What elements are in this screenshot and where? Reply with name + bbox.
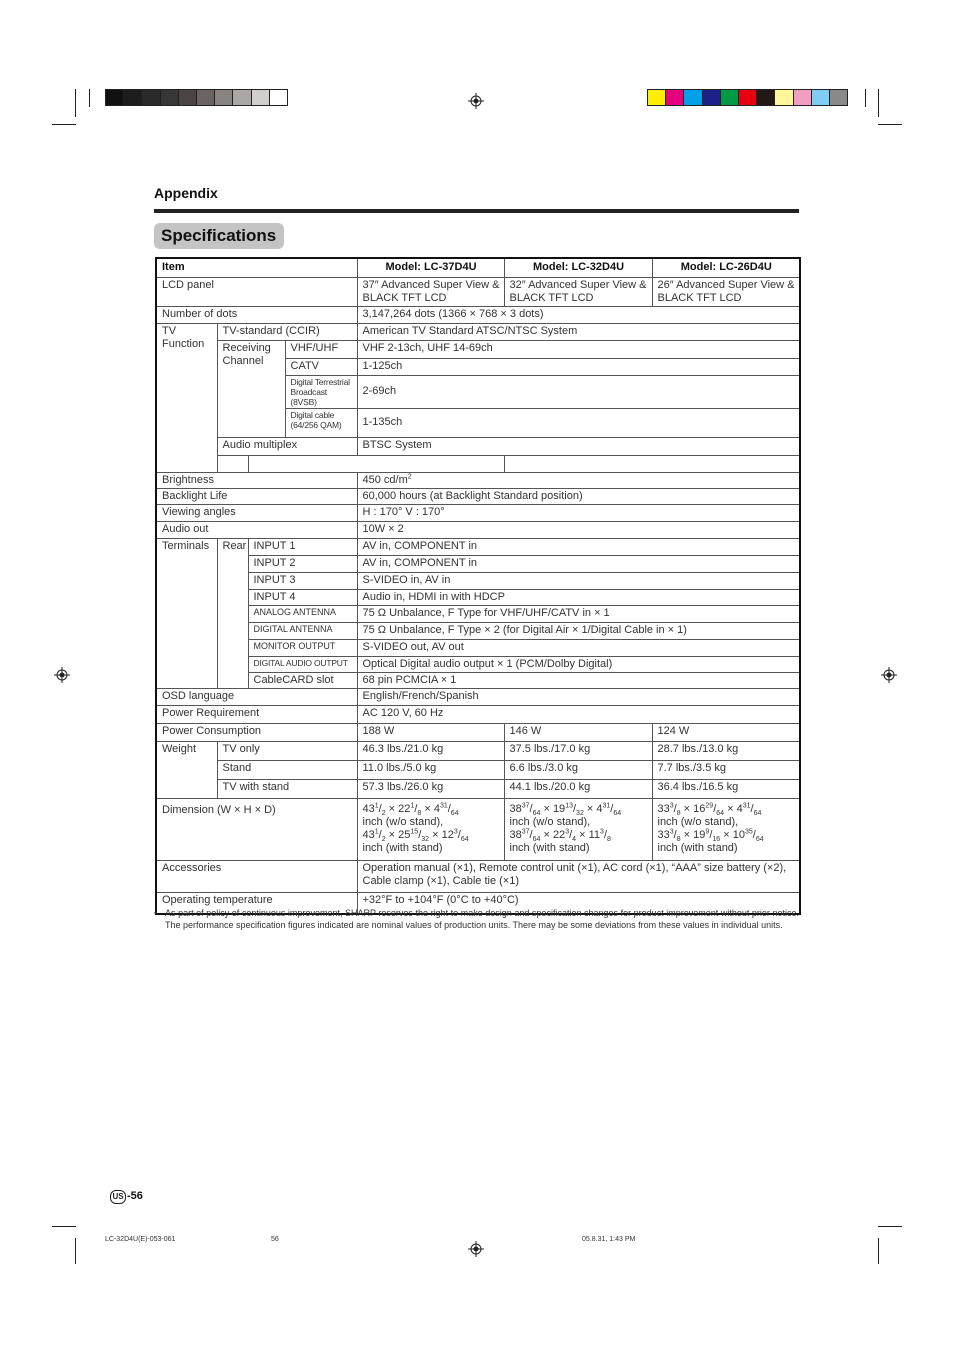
cell-value: 37″ Advanced Super View & BLACK TFT LCD xyxy=(357,277,504,306)
row-label: Brightness xyxy=(156,472,357,488)
heading-rule xyxy=(154,209,799,213)
color-swatch xyxy=(683,89,702,106)
table-row xyxy=(156,672,800,688)
dimension-note: inch (with stand) xyxy=(362,841,443,854)
cell-value: Audio in, HDMI in with HDCP xyxy=(357,589,800,605)
cell-value: 28.7 lbs./13.0 kg xyxy=(652,741,800,760)
row-label: Weight xyxy=(156,741,217,798)
cell-value: AV in, COMPONENT in xyxy=(357,555,800,572)
color-swatch xyxy=(160,89,179,106)
crop-mark xyxy=(52,1226,76,1227)
color-swatch xyxy=(702,89,721,106)
terminal-label: DIGITAL AUDIO OUTPUT xyxy=(248,656,357,672)
specifications-table xyxy=(155,257,801,915)
cell-value: VHF 2-13ch, UHF 14-69ch xyxy=(357,340,800,358)
color-swatch xyxy=(774,89,793,106)
table-row xyxy=(156,437,800,455)
sub-label: Receiving Channel xyxy=(217,340,285,437)
region-badge: US xyxy=(110,1190,126,1204)
color-swatch xyxy=(811,89,830,106)
header-model: Model: LC-32D4U xyxy=(504,258,652,277)
cell-value: S-VIDEO out, AV out xyxy=(357,639,800,656)
sub-label: VHF/UHF xyxy=(285,340,357,358)
table-row xyxy=(156,306,800,323)
table-row xyxy=(156,455,800,472)
header-item: Item xyxy=(156,258,357,277)
crop-mark xyxy=(52,124,76,125)
row-label: OSD language xyxy=(156,688,357,705)
table-row xyxy=(156,656,800,672)
row-label: Operating temperature xyxy=(156,892,357,914)
slug-sheet: 56 xyxy=(271,1236,279,1243)
table-row xyxy=(156,504,800,521)
cell-value xyxy=(357,472,800,488)
table-row xyxy=(156,472,800,488)
terminal-label: INPUT 2 xyxy=(248,555,357,572)
table-row xyxy=(156,277,800,306)
dimension-note: inch (w/o stand), xyxy=(362,815,444,828)
cell-value: English/French/Spanish xyxy=(357,688,800,705)
sub-label: Digital cable (64/256 QAM) xyxy=(285,408,357,437)
spacer-cell xyxy=(217,455,248,472)
row-label: LCD panel xyxy=(156,277,357,306)
cell-value: 75 Ω Unbalance, F Type × 2 (for Digital Air × 1/Digital Cable in × 1) xyxy=(357,622,800,639)
cell-value: 44.1 lbs./20.0 kg xyxy=(504,779,652,798)
table-row xyxy=(156,760,800,779)
registration-mark-icon xyxy=(468,1241,484,1257)
footnote xyxy=(154,907,799,931)
cell-value: 32″ Advanced Super View & BLACK TFT LCD xyxy=(504,277,652,306)
table-row xyxy=(156,555,800,572)
crop-mark xyxy=(865,89,866,107)
row-label: TV Function xyxy=(156,323,217,472)
cell-value: 36.4 lbs./16.5 kg xyxy=(652,779,800,798)
crop-mark xyxy=(878,1238,879,1264)
table-row xyxy=(156,705,800,723)
cell-value: 1-135ch xyxy=(357,408,800,437)
table-row xyxy=(156,521,800,538)
table-row xyxy=(156,741,800,760)
page-title: Specifications xyxy=(154,223,284,249)
color-swatch xyxy=(251,89,270,106)
terminal-label: DIGITAL ANTENNA xyxy=(248,622,357,639)
row-label: Backlight Life xyxy=(156,488,357,504)
slug-filename: LC-32D4U(E)-053-061 xyxy=(105,1236,176,1243)
color-swatch xyxy=(269,89,288,106)
color-swatch xyxy=(793,89,812,106)
cell-value: 10W × 2 xyxy=(357,521,800,538)
crop-mark xyxy=(75,89,76,117)
cell-value: 37.5 lbs./17.0 kg xyxy=(504,741,652,760)
sub-label: TV with stand xyxy=(217,779,357,798)
terminal-label: MONITOR OUTPUT xyxy=(248,639,357,656)
cell-value: American TV Standard ATSC/NTSC System xyxy=(357,323,800,340)
header-model: Model: LC-26D4U xyxy=(652,258,800,277)
sub-label: Stand xyxy=(217,760,357,779)
crop-mark xyxy=(89,89,90,107)
table-header-row xyxy=(156,258,800,277)
color-swatch xyxy=(829,89,848,106)
table-row xyxy=(156,622,800,639)
registration-mark-icon xyxy=(54,667,70,683)
row-label: Audio out xyxy=(156,521,357,538)
cell-value: 68 pin PCMCIA × 1 xyxy=(357,672,800,688)
color-swatch xyxy=(123,89,142,106)
footnote-bullet: • xyxy=(154,908,158,918)
row-label: Dimension (W × H × D) xyxy=(156,798,357,860)
cell-value: 6.6 lbs./3.0 kg xyxy=(504,760,652,779)
table-row xyxy=(156,488,800,504)
cell-value: $43^1/_2 \times 22^1/_8 \times 4^{31}/_{64}$ inch (w/o stand), $43^1/_2 \times 25^{15}/_{32} \times 12^3/_{64}$ inch (with stand) xyxy=(357,798,504,860)
dimension-note: inch (with stand) xyxy=(509,841,590,854)
table-row xyxy=(156,688,800,705)
color-swatch xyxy=(105,89,124,106)
color-swatch xyxy=(738,89,757,106)
cell-value: 3,147,264 dots (1366 × 768 × 3 dots) xyxy=(357,306,800,323)
crop-mark xyxy=(878,89,879,117)
slug-date: 05.8.31, 1:43 PM xyxy=(582,1236,636,1243)
table-row xyxy=(156,605,800,622)
cell-value: $33^3/_8 \times 16^{29}/_{64} \times 4^{31}/_{64}$ inch (w/o stand), $33^3/_8 \times 19^9/_{16} \times 10^{35}/_{64}$ inch (with stand) xyxy=(652,798,800,860)
row-label: Power Requirement xyxy=(156,705,357,723)
registration-mark-icon xyxy=(881,667,897,683)
color-swatch xyxy=(232,89,251,106)
dimension-note: inch (w/o stand), xyxy=(657,815,739,828)
terminal-label: ANALOG ANTENNA xyxy=(248,605,357,622)
row-label: Viewing angles xyxy=(156,504,357,521)
crop-mark xyxy=(878,1226,902,1227)
color-swatch xyxy=(665,89,684,106)
color-swatch xyxy=(720,89,739,106)
cell-value: 11.0 lbs./5.0 kg xyxy=(357,760,504,779)
section-heading: Appendix xyxy=(154,185,218,201)
cell-value: 188 W xyxy=(357,723,504,741)
table-row xyxy=(156,798,800,860)
cell-value: 2-69ch xyxy=(357,375,800,408)
row-label: Number of dots xyxy=(156,306,357,323)
table-row xyxy=(156,860,800,892)
cell-value: S-VIDEO in, AV in xyxy=(357,572,800,589)
table-row xyxy=(156,323,800,340)
color-swatch xyxy=(647,89,666,106)
table-row xyxy=(156,589,800,605)
cell-value: Operation manual (×1), Remote control unit (×1), AC cord (×1), “AAA” size battery (×2), Cable clamp (×1), Cable tie (×1) xyxy=(357,860,800,892)
cell-value: Optical Digital audio output × 1 (PCM/Dolby Digital) xyxy=(357,656,800,672)
brightness-value: 450 cd/m xyxy=(362,473,408,486)
cell-value: 46.3 lbs./21.0 kg xyxy=(357,741,504,760)
table-row xyxy=(156,572,800,589)
cell-value: $38^{37}/_{64} \times 19^{13}/_{32} \times 4^{31}/_{64}$ inch (w/o stand), $38^{37}/_{64} \times 22^3/_4 \times 11^3/_8$ inch (with stand) xyxy=(504,798,652,860)
page-number: -56 xyxy=(127,1190,143,1202)
dimension-note: inch (with stand) xyxy=(657,841,738,854)
color-swatch xyxy=(141,89,160,106)
sub-label: TV only xyxy=(217,741,357,760)
color-swatch xyxy=(178,89,197,106)
row-label: Accessories xyxy=(156,860,357,892)
cell-value: 57.3 lbs./26.0 kg xyxy=(357,779,504,798)
row-label: Terminals xyxy=(156,538,217,688)
terminal-label: INPUT 3 xyxy=(248,572,357,589)
cell-value: BTSC System xyxy=(357,437,800,455)
table-row xyxy=(156,340,800,358)
cell-value: AV in, COMPONENT in xyxy=(357,538,800,555)
table-row xyxy=(156,723,800,741)
crop-mark xyxy=(75,1238,76,1264)
color-swatch xyxy=(756,89,775,106)
cell-value: 7.7 lbs./3.5 kg xyxy=(652,760,800,779)
footnote-text: As part of policy of continuous improvement, SHARP reserves the right to make design and specification changes for product improvement without prior notice. The performance specification figures indicated are nominal values of production units. There may be some deviations from these values in individual units. xyxy=(165,908,799,930)
terminal-label: CableCARD slot xyxy=(248,672,357,688)
terminal-label: INPUT 1 xyxy=(248,538,357,555)
dimension-note: inch (w/o stand), xyxy=(509,815,591,828)
sub-label: TV-standard (CCIR) xyxy=(217,323,357,340)
cell-value: 26″ Advanced Super View & BLACK TFT LCD xyxy=(652,277,800,306)
terminal-label: INPUT 4 xyxy=(248,589,357,605)
sub-label: Rear xyxy=(217,538,248,688)
header-model: Model: LC-37D4U xyxy=(357,258,504,277)
cell-value: H : 170° V : 170° xyxy=(357,504,800,521)
table-row xyxy=(156,639,800,656)
sub-label: CATV xyxy=(285,358,357,375)
cell-value: AC 120 V, 60 Hz xyxy=(357,705,800,723)
table-row xyxy=(156,779,800,798)
cell-value: 146 W xyxy=(504,723,652,741)
color-swatch xyxy=(214,89,233,106)
table-row xyxy=(156,538,800,555)
registration-mark-icon xyxy=(468,93,484,109)
sub-label: Audio multiplex xyxy=(217,437,357,455)
crop-mark xyxy=(878,124,902,125)
brightness-exponent: 2 xyxy=(407,472,412,480)
spacer-cell xyxy=(248,455,504,472)
row-label: Power Consumption xyxy=(156,723,357,741)
cell-value: +32°F to +104°F (0°C to +40°C) xyxy=(357,892,800,914)
cell-value: 60,000 hours (at Backlight Standard position) xyxy=(357,488,800,504)
cell-value: 1-125ch xyxy=(357,358,800,375)
cell-value: 124 W xyxy=(652,723,800,741)
sub-label: Digital Terrestrial Broadcast (8VSB) xyxy=(285,375,357,408)
cell-value: 75 Ω Unbalance, F Type for VHF/UHF/CATV in × 1 xyxy=(357,605,800,622)
color-swatch xyxy=(196,89,215,106)
